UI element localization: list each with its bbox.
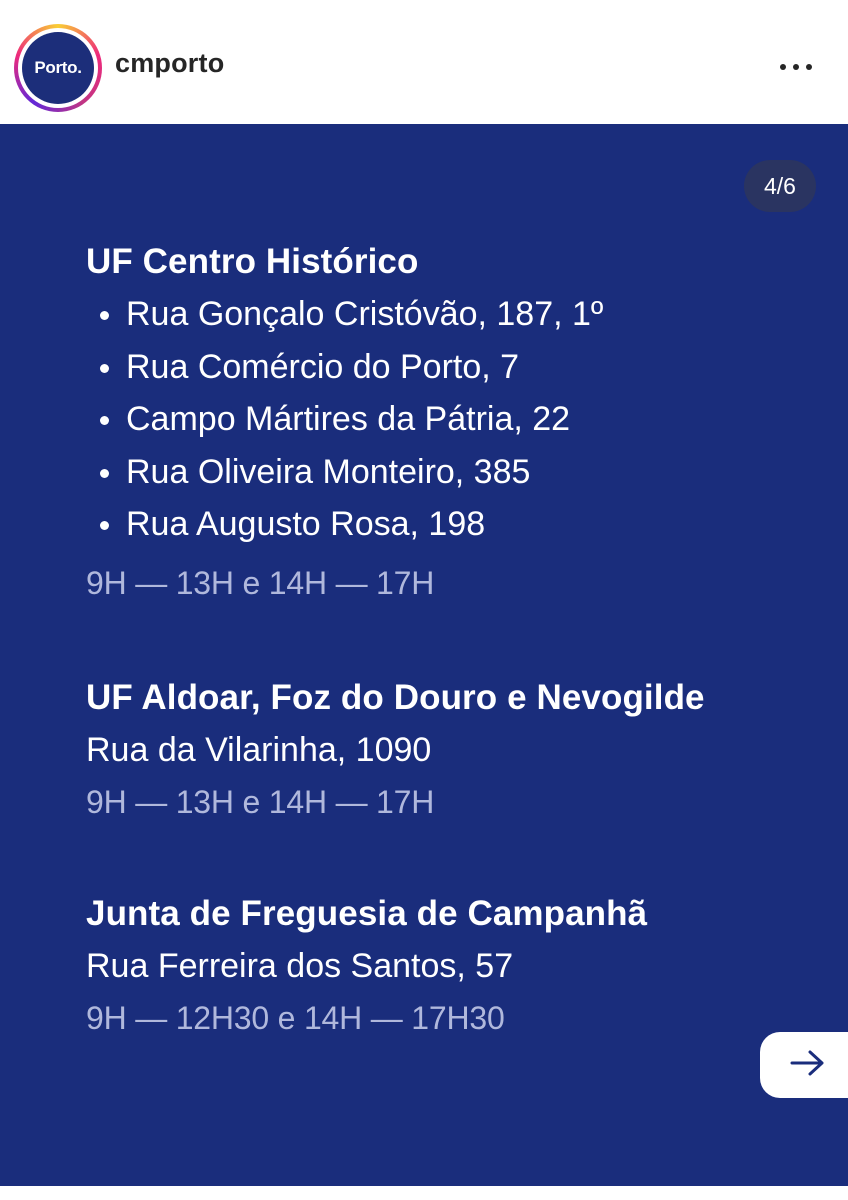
address: Rua da Vilarinha, 1090 xyxy=(86,731,432,769)
avatar-logo-text: Porto. xyxy=(34,58,82,77)
carousel-counter: 4/6 xyxy=(744,160,816,212)
opening-hours: 9H — 13H e 14H — 17H xyxy=(86,564,435,601)
opening-hours: 9H — 12H30 e 14H — 17H30 xyxy=(86,1000,505,1036)
list-item: Rua Comércio do Porto, 7 xyxy=(126,341,603,394)
profile-avatar[interactable] xyxy=(14,24,102,112)
post-header xyxy=(0,0,848,124)
section-title: UF Centro Histórico xyxy=(86,242,419,281)
list-item: Rua Oliveira Monteiro, 385 xyxy=(126,446,603,499)
list-item: Rua Augusto Rosa, 198 xyxy=(126,498,603,551)
next-slide-button[interactable] xyxy=(760,1032,848,1098)
porto-logo xyxy=(22,32,94,104)
section-centro-historico xyxy=(86,236,603,609)
address-list xyxy=(86,288,603,551)
post-image xyxy=(0,124,848,1186)
opening-hours: 9H — 13H e 14H — 17H xyxy=(86,784,435,820)
section-campanha xyxy=(86,888,647,1044)
section-title: UF Aldoar, Foz do Douro e Nevogilde xyxy=(86,678,705,717)
username[interactable]: cmporto xyxy=(115,48,225,78)
arrow-right-icon xyxy=(790,1049,826,1082)
address: Rua Ferreira dos Santos, 57 xyxy=(86,947,514,985)
list-item: Campo Mártires da Pátria, 22 xyxy=(126,393,603,446)
list-item: Rua Gonçalo Cristóvão, 187, 1º xyxy=(126,288,603,341)
more-options-icon[interactable] xyxy=(780,60,820,74)
section-title: Junta de Freguesia de Campanhã xyxy=(86,894,648,933)
section-aldoar-foz-nevogilde xyxy=(86,672,705,828)
